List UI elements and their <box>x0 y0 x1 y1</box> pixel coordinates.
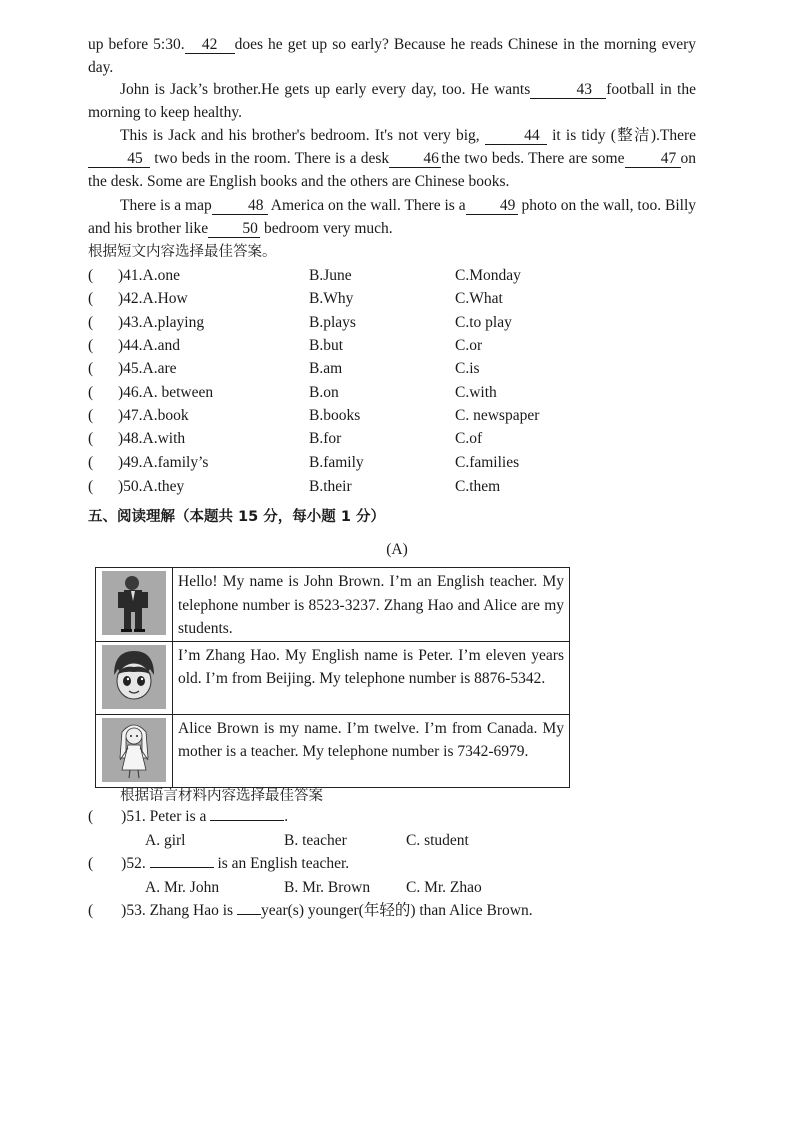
passage-text: This is Jack and his brother's bedroom. It's not very big, <box>120 127 480 144</box>
option-c: C.What <box>455 290 503 307</box>
passage-paragraph-3 <box>88 124 696 193</box>
blank-53 <box>237 914 261 915</box>
question-stem-end: is an English teacher. <box>217 855 350 872</box>
passage-text: two beds in the room. There is a desk <box>154 150 390 167</box>
portrait-cell <box>96 641 173 714</box>
answer-paren[interactable]: ( <box>88 267 94 284</box>
option-a: )47.A.book <box>118 407 189 424</box>
cloze-item <box>88 381 648 404</box>
option-a: )42.A.How <box>118 290 188 307</box>
cloze-item <box>88 264 648 287</box>
question-stem: )51. Peter is a <box>121 808 207 825</box>
option-b: B.Why <box>309 290 354 307</box>
cloze-item <box>88 287 648 310</box>
option-c: C.is <box>455 360 480 377</box>
teacher-portrait <box>102 571 166 635</box>
option-a: A. Mr. John <box>145 879 220 896</box>
cloze-item <box>88 357 648 380</box>
passage-text: photo on the wall, too. Billy and his brother like <box>88 197 697 237</box>
answer-paren[interactable]: ( <box>88 902 94 919</box>
passage-text: bedroom very much. <box>263 220 393 237</box>
option-c: C. student <box>406 832 469 849</box>
option-b: B. teacher <box>284 832 347 849</box>
blank-51 <box>210 820 284 821</box>
passage-paragraph-4 <box>88 194 696 240</box>
blank-52 <box>150 867 214 868</box>
reading-instruction: 根据语言材料内容选择最佳答案 <box>120 788 323 804</box>
blank-48: 48 <box>212 197 268 215</box>
option-b: B.plays <box>309 314 356 331</box>
option-b: B. Mr. Brown <box>284 879 371 896</box>
profile-row <box>96 568 570 642</box>
option-c: C. Mr. Zhao <box>406 879 482 896</box>
passage-text: on the desk. Some are English books and the others are Chinese books. <box>88 150 696 190</box>
option-a: )43.A.playing <box>118 314 205 331</box>
blank-44: 44 <box>485 127 547 145</box>
blank-49: 49 <box>466 197 518 215</box>
cloze-item <box>88 334 648 357</box>
passage-text: football in the morning to keep healthy. <box>88 81 696 121</box>
cloze-item <box>88 311 648 334</box>
passage-text: the two beds. There are some <box>441 150 625 167</box>
option-c: C.or <box>455 337 483 354</box>
passage-text: John is Jack’s brother.He gets up early every day, too. He wants <box>120 81 531 98</box>
blank-42: 42 <box>185 36 235 54</box>
option-a: A. girl <box>145 832 186 849</box>
girl-figure-icon <box>102 718 166 782</box>
profile-text-zhang-hao: I’m Zhang Hao. My English name is Peter. I’m eleven years old. I’m from Beijing. My telephone number is 8876-5342. <box>173 641 570 714</box>
option-a: )44.A.and <box>118 337 180 354</box>
option-c: C.of <box>455 430 483 447</box>
cloze-instruction: 根据短文内容选择最佳答案。 <box>88 244 277 260</box>
answer-paren[interactable]: ( <box>88 808 94 825</box>
blank-46: 46 <box>389 150 441 168</box>
boy-face-icon <box>102 645 166 709</box>
option-c: C.Monday <box>455 267 521 284</box>
option-b: B.on <box>309 384 339 401</box>
option-c: C.families <box>455 454 520 471</box>
portrait-cell <box>96 714 173 787</box>
profile-row <box>96 714 570 787</box>
answer-paren[interactable]: ( <box>88 454 94 471</box>
girl-portrait <box>102 718 166 782</box>
option-a: )41.A.one <box>118 267 180 284</box>
option-c: C.them <box>455 478 501 495</box>
option-a: )45.A.are <box>118 360 177 377</box>
blank-47: 47 <box>625 150 681 168</box>
part-label: (A) <box>386 541 408 558</box>
answer-paren[interactable]: ( <box>88 855 94 872</box>
option-a: )48.A.with <box>118 430 186 447</box>
answer-paren[interactable]: ( <box>88 290 94 307</box>
option-a: )46.A. between <box>118 384 214 401</box>
profile-row <box>96 641 570 714</box>
teacher-figure-icon <box>102 571 166 635</box>
option-b: B.but <box>309 337 344 354</box>
answer-paren[interactable]: ( <box>88 430 94 447</box>
profile-table <box>95 567 570 788</box>
option-c: C.to play <box>455 314 512 331</box>
cloze-item <box>88 404 648 427</box>
cloze-item <box>88 451 648 474</box>
blank-50: 50 <box>208 220 260 238</box>
answer-paren[interactable]: ( <box>88 337 94 354</box>
option-b: B.for <box>309 430 342 447</box>
question-stem: )53. Zhang Hao is <box>121 902 234 919</box>
section-title: 五、阅读理解（本题共 15 分，每小题 1 分） <box>88 509 385 525</box>
passage-line-42 <box>88 33 696 79</box>
passage-text: it is tidy (整洁).There <box>552 127 697 144</box>
passage-paragraph-2 <box>88 78 696 124</box>
option-b: B.family <box>309 454 364 471</box>
cloze-item <box>88 475 648 498</box>
option-a: )50.A.they <box>118 478 185 495</box>
passage-text: up before 5:30. <box>88 36 185 53</box>
question-53 <box>88 900 533 922</box>
option-b: B.am <box>309 360 343 377</box>
option-b: B.their <box>309 478 352 495</box>
option-c: C.with <box>455 384 497 401</box>
answer-paren[interactable]: ( <box>88 407 94 424</box>
passage-text: America on the wall. There is a <box>270 197 466 214</box>
question-stem-end: . <box>284 808 289 825</box>
answer-paren[interactable]: ( <box>88 314 94 331</box>
blank-43: 43 <box>530 81 606 99</box>
passage-text: does he get up so early? Because he reads Chinese in the morning every day. <box>88 36 697 76</box>
question-52-options <box>145 877 545 899</box>
question-52 <box>88 853 349 875</box>
question-51-options <box>145 830 545 852</box>
option-b: B.June <box>309 267 352 284</box>
question-stem-end: year(s) younger(年轻的) than Alice Brown. <box>260 902 533 919</box>
portrait-cell <box>96 568 173 642</box>
question-51 <box>88 806 288 828</box>
profile-text-alice: Alice Brown is my name. I’m twelve. I’m from Canada. My mother is a teacher. My telephone number is 7342-6979. <box>173 714 570 787</box>
profile-text-john: Hello! My name is John Brown. I’m an English teacher. My telephone number is 8523-3237. Zhang Hao and Alice are my students. <box>173 568 570 642</box>
option-b: B.books <box>309 407 361 424</box>
option-c: C. newspaper <box>455 407 540 424</box>
option-a: )49.A.family’s <box>118 454 209 471</box>
answer-paren[interactable]: ( <box>88 384 94 401</box>
cloze-item <box>88 427 648 450</box>
passage-text: There is a map <box>120 197 212 214</box>
answer-paren[interactable]: ( <box>88 478 94 495</box>
blank-45: 45 <box>88 150 150 168</box>
boy-portrait <box>102 645 166 709</box>
question-stem: )52. <box>121 855 146 872</box>
answer-paren[interactable]: ( <box>88 360 94 377</box>
